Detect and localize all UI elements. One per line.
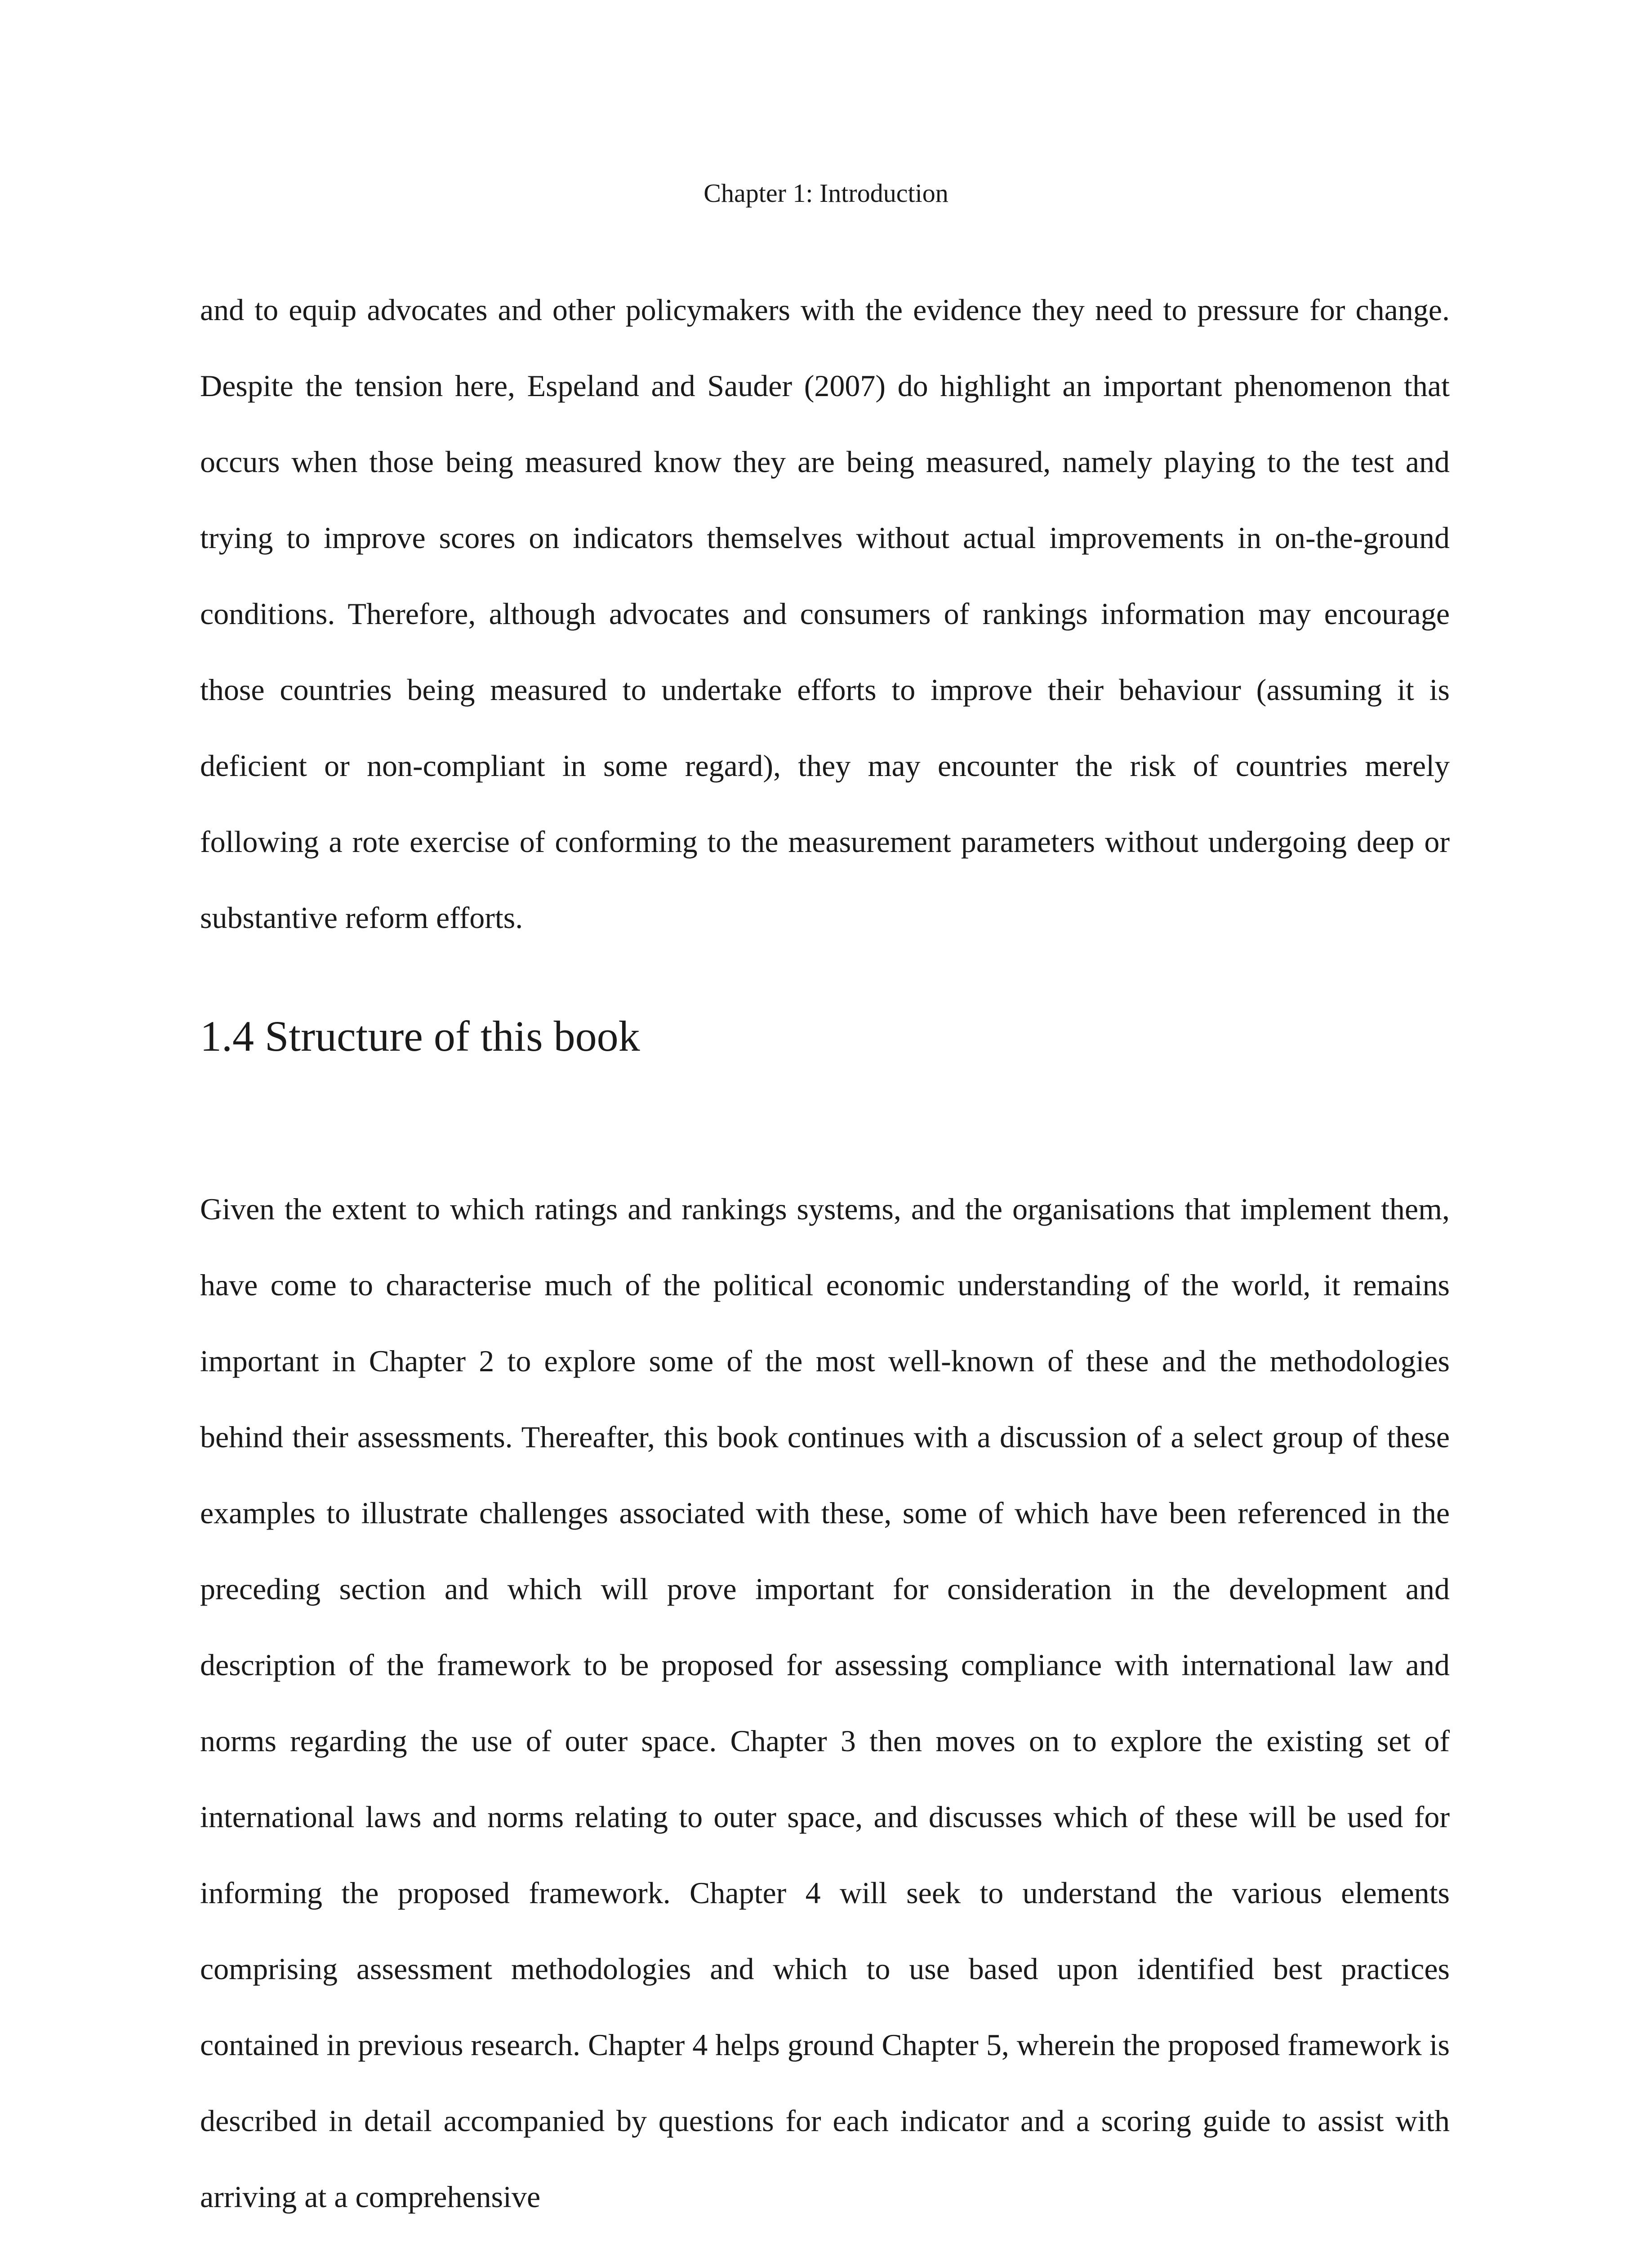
running-header: Chapter 1: Introduction: [704, 178, 948, 208]
body-paragraph-2: Given the extent to which ratings and rankings systems, and the organisations that implement them, have come to characterise much of the political economic understanding of the world, it remains important in Chapter 2 to explore some of the most well-known of these and the methodologies behind their assessments. Thereafter, this book continues with a discussion of a select group of these examples to illustrate challenges associated with these, some of which have been referenced in the preceding section and which will prove important for consideration in the development and description of the framework to be proposed for assessing compliance with international law and norms regarding the use of outer space. Chapter 3 then moves on to explore the existing set of international laws and norms relating to outer space, and discusses which of these will be used for informing the proposed framework. Chapter 4 will seek to understand the various elements comprising assessment methodologies and which to use based upon identified best practices contained in previous research. Chapter 4 helps ground Chapter 5, wherein the proposed framework is described in detail accompanied by questions for each indicator and a scoring guide to assist with arriving at a comprehensive: [200, 1192, 1450, 2214]
section-heading: 1.4 Structure of this book: [200, 1012, 640, 1060]
body-paragraph-1: and to equip advocates and other policymakers with the evidence they need to pressure for change. Despite the tension here, Espeland and Sauder (2007) do highlight an important phenomenon that occurs when those being measured know they are being measured, namely playing to the test and trying to improve scores on indicators themselves without actual improvements in on-the-ground conditions. Therefore, although advocates and consumers of rankings information may encourage those countries being measured to undertake efforts to improve their behaviour (assuming it is deficient or non-compliant in some regard), they may encounter the risk of countries merely following a rote exercise of conforming to the measurement parameters without undergoing deep or substantive reform efforts.: [200, 293, 1450, 935]
